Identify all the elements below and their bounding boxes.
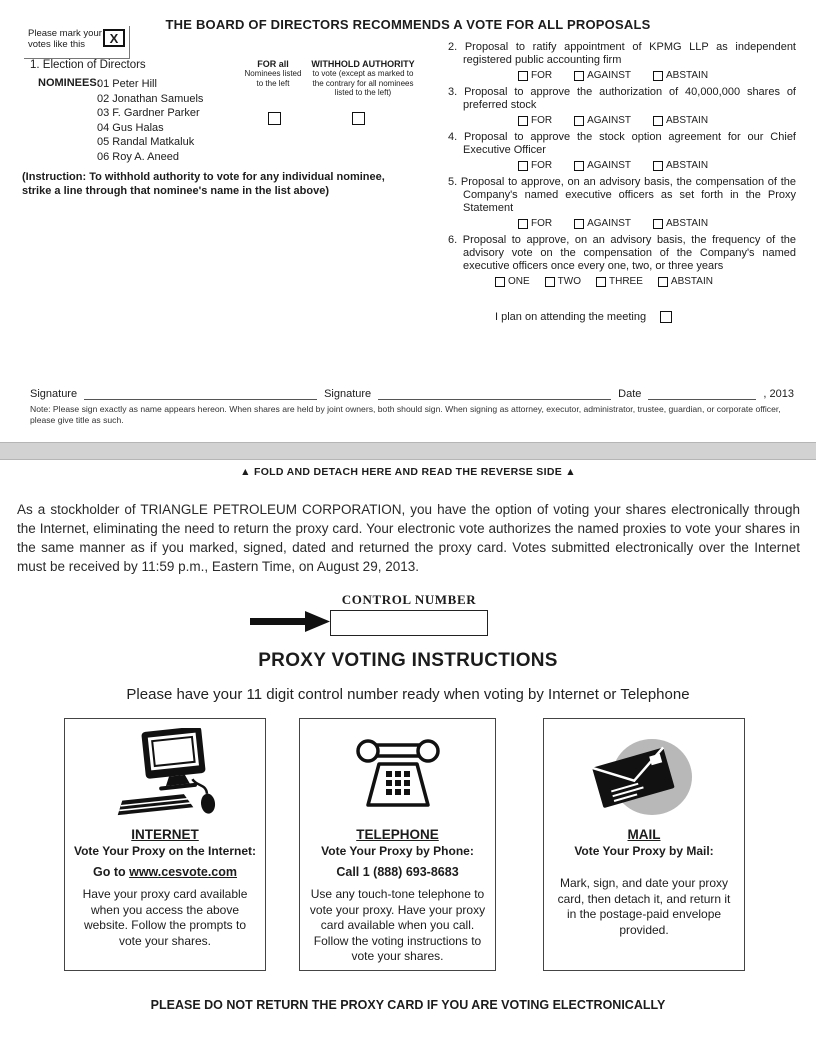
checkbox-icon[interactable] [653, 161, 663, 171]
proposal-text: 5. Proposal to approve, on an advisory basis, the compensation of the Company's named executive officers as set forth in the Proxy Statement [448, 176, 796, 214]
proposal-5 [448, 176, 796, 229]
option-abstain[interactable]: ABSTAIN [653, 218, 708, 229]
telephone-icon-area [300, 719, 495, 827]
withhold-column-header: WITHHOLD AUTHORITY to vote (except as marked to the contrary for all nominees listed to the left) [311, 59, 415, 97]
control-number-input[interactable] [330, 610, 488, 636]
signature-note: Note: Please sign exactly as name appears hereon. When shares are held by joint owners, both should sign. When signing as attorney, executor, administrator, trustee, guardian, or corporate officer, please give title as such. [30, 404, 781, 425]
option-against[interactable]: AGAINST [574, 115, 631, 126]
telephone-method-box [299, 718, 496, 971]
checkbox-icon[interactable] [495, 277, 505, 287]
option-abstain[interactable]: ABSTAIN [653, 160, 708, 171]
election-title: 1. Election of Directors [30, 59, 146, 71]
x-mark-icon: X [109, 31, 119, 46]
stockholder-paragraph: As a stockholder of TRIANGLE PETROLEUM CORPORATION, you have the option of voting your shares electronically through the Internet, eliminating the need to return the proxy card. Your electronic vote authorizes the named proxies to vote your shares in the same manner as if you marked, signed, dated and returned the proxy card. Votes submitted electronically over the Internet must be received by 11:59 p.m., Eastern Time, on August 29, 2013. [17, 502, 800, 574]
checkbox-for-all-nominees[interactable] [268, 112, 281, 125]
option-for[interactable]: FOR [518, 160, 552, 171]
internet-method-box [64, 718, 266, 971]
date-label: Date [618, 388, 642, 400]
telephone-icon [346, 733, 450, 821]
option-against[interactable]: AGAINST [574, 160, 631, 171]
attend-meeting-row [495, 311, 796, 323]
fold-detach-line: ▲ FOLD AND DETACH HERE AND READ THE REVERSE SIDE ▲ [240, 466, 576, 478]
x-mark-checkbox[interactable] [103, 29, 125, 47]
mail-title: MAIL [627, 827, 661, 842]
date-line[interactable] [648, 387, 756, 400]
option-against[interactable]: AGAINST [574, 218, 631, 229]
mail-method-box [543, 718, 745, 971]
option-abstain[interactable]: ABSTAIN [653, 115, 708, 126]
checkbox-icon[interactable] [658, 277, 668, 287]
checkbox-icon[interactable] [653, 116, 663, 126]
withhold-instruction: (Instruction: To withhold authority to vote for any individual nominee, strike a line through that nominee's name in the list above) [22, 171, 385, 197]
checkbox-icon[interactable] [596, 277, 606, 287]
mail-body: Mark, sign, and date your proxy card, then detach it, and return it in the postage-paid envelope provided. [557, 876, 731, 937]
nominee-item: 06 Roy A. Aneed [97, 150, 179, 163]
year-suffix: , 2013 [763, 388, 794, 400]
mail-envelope-icon [584, 730, 704, 825]
checkbox-attend-meeting[interactable] [660, 311, 672, 323]
go-to-label: Go to [92, 865, 130, 879]
proxy-voting-title: PROXY VOTING INSTRUCTIONS [258, 650, 558, 671]
signature-line-2[interactable] [378, 387, 611, 400]
signature-line-1[interactable] [84, 387, 317, 400]
checkbox-icon[interactable] [518, 219, 528, 229]
option-for[interactable]: FOR [518, 115, 552, 126]
checkbox-icon[interactable] [518, 71, 528, 81]
option-three[interactable]: THREE [596, 276, 643, 287]
proposal-text: 2. Proposal to ratify appointment of KPMG LLP as independent registered public accounting firm [448, 41, 796, 66]
option-abstain[interactable]: ABSTAIN [653, 70, 708, 81]
option-abstain[interactable]: ABSTAIN [658, 276, 713, 287]
mark-votes-label: Please mark your votes like this [28, 28, 102, 50]
internet-heading: Vote Your Proxy on the Internet: [73, 844, 257, 858]
checkbox-icon[interactable] [545, 277, 555, 287]
proposal-3-options [518, 115, 796, 126]
telephone-heading: Vote Your Proxy by Phone: [321, 844, 474, 858]
proposal-4 [448, 131, 796, 171]
checkbox-icon[interactable] [574, 161, 584, 171]
telephone-title: TELEPHONE [356, 827, 439, 842]
internet-action [65, 865, 265, 879]
nominee-item: 01 Peter Hill [97, 78, 157, 90]
signature-label-2: Signature [324, 388, 372, 400]
computer-icon [106, 728, 224, 826]
proposal-2-options [518, 70, 796, 81]
proposal-3 [448, 86, 796, 126]
checkbox-withhold-authority[interactable] [352, 112, 365, 125]
proposal-6 [448, 234, 796, 287]
checkbox-icon[interactable] [574, 219, 584, 229]
nominee-item: 04 Gus Halas [97, 121, 164, 134]
telephone-body: Use any touch-tone telephone to vote your proxy. Have your proxy card available when you call. Follow the voting instructions to vote your shares. [309, 887, 486, 963]
attend-meeting-label: I plan on attending the meeting [495, 311, 647, 323]
checkbox-icon[interactable] [574, 71, 584, 81]
nominee-item: 03 F. Gardner Parker [97, 107, 200, 120]
internet-title: INTERNET [131, 827, 199, 842]
cesvote-url[interactable]: www.cesvote.com [129, 865, 238, 879]
mark-votes-note [24, 26, 130, 59]
nominee-item: 02 Jonathan Samuels [97, 92, 204, 105]
checkbox-icon[interactable] [653, 71, 663, 81]
proposal-text: 4. Proposal to approve the stock option agreement for our Chief Executive Officer [448, 131, 796, 156]
proposal-5-options [518, 218, 796, 229]
nominees-label: NOMINEES: [38, 77, 101, 89]
proposal-text: 6. Proposal to approve, on an advisory basis, the frequency of the advisory vote on the compensation of the Company's named executive officers once every one, two, or three years [448, 234, 796, 272]
option-two[interactable]: TWO [545, 276, 581, 287]
checkbox-icon[interactable] [574, 116, 584, 126]
option-against[interactable]: AGAINST [574, 70, 631, 81]
control-number-label: CONTROL NUMBER [341, 592, 477, 607]
mail-icon-area [544, 719, 744, 827]
mail-heading: Vote Your Proxy by Mail: [574, 844, 714, 858]
option-for[interactable]: FOR [518, 70, 552, 81]
signature-label: Signature [30, 388, 78, 400]
internet-body: Have your proxy card available when you access the above website. Follow the prompts to vote your shares. [82, 887, 248, 948]
option-for[interactable]: FOR [518, 218, 552, 229]
checkbox-icon[interactable] [518, 116, 528, 126]
nominees-list [97, 77, 203, 165]
proxy-voting-subtitle: Please have your 11 digit control number ready when voting by Internet or Telephone [126, 686, 690, 703]
perforation-band [0, 442, 816, 460]
proposals-column [448, 41, 796, 323]
telephone-action: Call 1 (888) 693-8683 [336, 865, 459, 879]
option-one[interactable]: ONE [495, 276, 530, 287]
arrow-right-icon [250, 611, 330, 632]
signature-row [30, 387, 794, 400]
proposal-4-options [518, 160, 796, 171]
for-all-column-header: FOR all Nominees listed to the left [244, 59, 302, 88]
page-title: THE BOARD OF DIRECTORS RECOMMENDS A VOTE FOR ALL PROPOSALS [165, 17, 651, 32]
internet-icon-area [65, 719, 265, 827]
do-not-return-note: PLEASE DO NOT RETURN THE PROXY CARD IF YOU ARE VOTING ELECTRONICALLY [150, 998, 666, 1012]
proposal-text: 3. Proposal to approve the authorization of 40,000,000 shares of preferred stock [448, 86, 796, 111]
proposal-6-options [495, 276, 796, 287]
checkbox-icon[interactable] [653, 219, 663, 229]
nominee-item: 05 Randal Matkaluk [97, 136, 195, 149]
proposal-2 [448, 41, 796, 81]
checkbox-icon[interactable] [518, 161, 528, 171]
